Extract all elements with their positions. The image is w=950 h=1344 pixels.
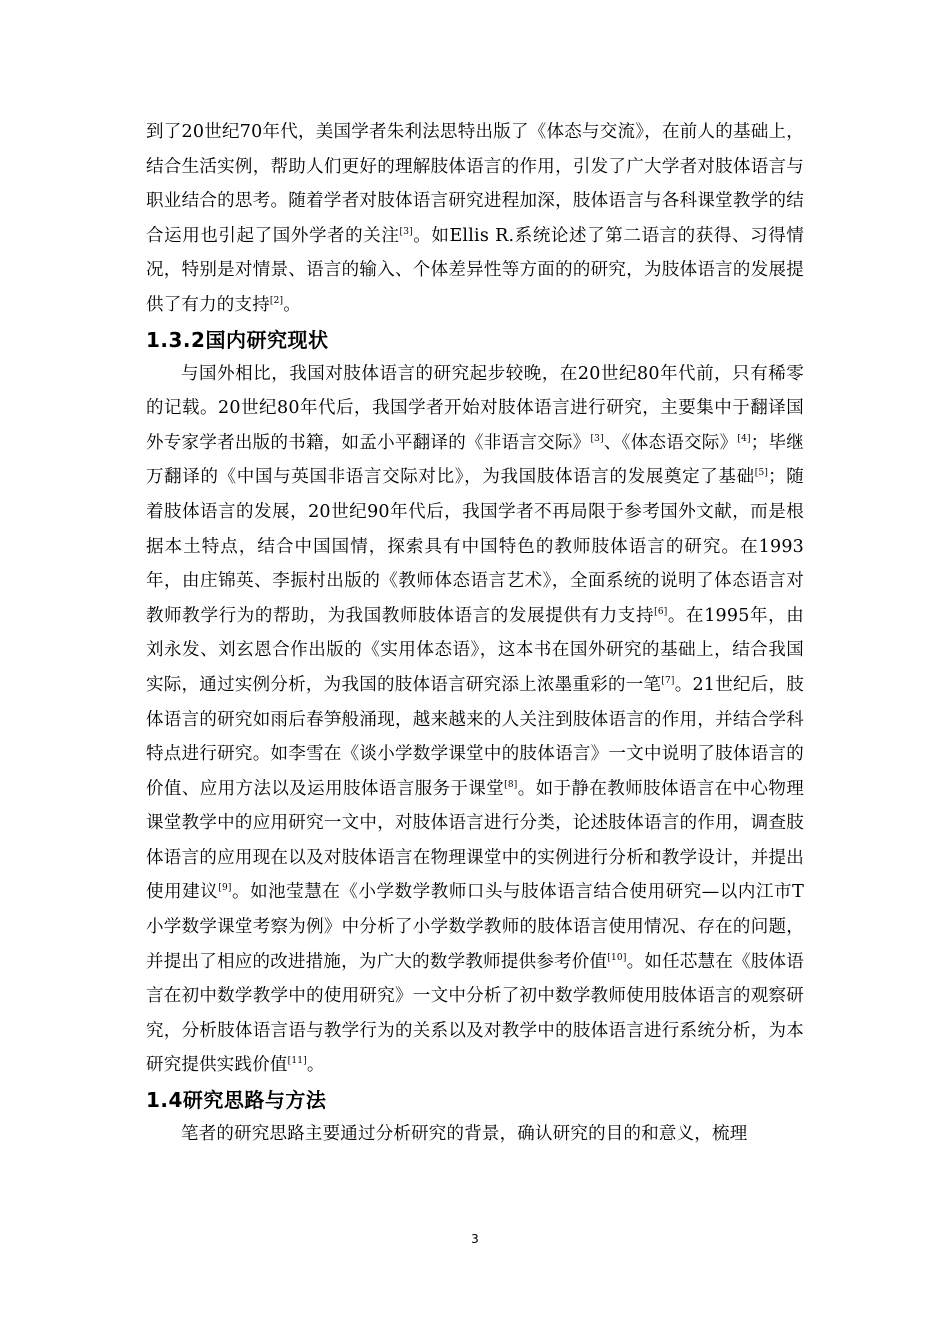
document-body <box>146 115 804 1152</box>
section-heading-domestic-research: 1.3.2国内研究现状 <box>146 327 329 352</box>
section-heading-research-methods: 1.4研究思路与方法 <box>146 1088 327 1113</box>
text-run: 。如池莹慧在《小学数学教师口头与肢体语言结合使用研究—以内江市T小学数学课堂考察为例》中分析了小学数学教师的肢体语言使用情况、存在的问题，并提出了相应的改进措施，为广大的数学教师提供参考价值 <box>146 882 804 972</box>
text-run: 到了20世纪70年代，美国学者朱利法思特出版了《体态与交流》，在前人的基础上，结合生活实例，帮助人们更好的理解肢体语言的作用，引发了广大学者对肢体语言与职业结合的思考。随着学者对肢体语言研究进程加深，肢体语言与各科课堂教学的结合运用也引起了国外学者的关注 <box>146 122 804 246</box>
text-run: 与国外相比，我国对肢体语言的研究起步较晚，在20世纪80年代前，只有稀零的记载。20世纪80年代后，我国学者开始对肢体语言进行研究，主要集中于翻译国外专家学者出版的书籍，如孟小平翻译的《非语言交际》 <box>146 363 804 453</box>
citation-marker: [7] <box>661 676 675 687</box>
citation-marker: [8] <box>504 779 518 790</box>
text-run: 。如任芯慧在《肢体语言在初中数学教学中的使用研究》一文中分析了初中数学教师使用肢体语言的观察研究，分析肢体语言语与教学行为的关系以及对教学中的肢体语言进行系统分析，为本研究提供实践价值 <box>146 951 804 1076</box>
text-run: 。如于静在教师肢体语言在中心物理课堂教学中的应用研究一文中，对肢体语言进行分类，论述肢体语言的作用，调查肢体语言的应用现在以及对肢体语言在物理课堂中的实例进行分析和教学设计，并提出使用建议 <box>146 778 805 903</box>
text-run: 笔者的研究思路主要通过分析研究的背景，确认研究的目的和意义，梳理 <box>181 1124 748 1145</box>
citation-marker: [11] <box>287 1056 307 1067</box>
citation-marker: [3] <box>590 433 604 444</box>
text-run: ；毕继万翻译的《中国与英国非语言交际对比》，为我国肢体语言的发展奠定了基础 <box>146 432 804 488</box>
paragraph-foreign-research <box>146 115 804 323</box>
paragraph-domestic-research <box>146 357 804 1083</box>
citation-marker: [3] <box>399 226 413 237</box>
paragraph-research-approach <box>146 1117 804 1152</box>
text-run: ；随着肢体语言的发展，20世纪90年代后，我国学者不再局限于参考国外文献，而是根据本土特点，结合中国国情，探索具有中国特色的教师肢体语言的研究。在1993年，由庄锦英、李振村出版的《教师体态语言艺术》，全面系统的说明了体态语言对教师教学行为的帮助，为我国教师肢体语言的发展提供有力支持 <box>146 467 804 626</box>
text-run: 、《体态语交际》 <box>603 432 738 453</box>
citation-marker: [5] <box>754 468 769 479</box>
page-number: 3 <box>471 1232 479 1246</box>
citation-marker: [4] <box>737 433 751 444</box>
citation-marker: [6] <box>654 606 668 617</box>
text-run: 。在1995年，由刘永发、刘玄恩合作出版的《实用体态语》，这本书在国外研究的基础上，结合我国实际，通过实例分析，为我国的肢体语言研究添上浓墨重彩的一笔 <box>146 605 804 695</box>
citation-marker: [10] <box>607 952 627 963</box>
text-run: 。 <box>283 294 301 315</box>
citation-marker: [9] <box>218 883 232 894</box>
text-run: 。21世纪后，肢体语言的研究如雨后春笋般涌现，越来越来的人关注到肢体语言的作用，并结合学科特点进行研究。如李雪在《谈小学数学课堂中的肢体语言》一文中说明了肢体语言的价值、应用方法以及运用肢体语言服务于课堂 <box>146 674 804 799</box>
text-run: 。 <box>306 1055 325 1076</box>
text-run: 。如Ellis R.系统论述了第二语言的获得、习得情况，特别是对情景、语言的输入、个体差异性等方面的的研究，为肢体语言的发展提供了有力的支持 <box>146 225 804 315</box>
citation-marker: [2] <box>269 296 284 307</box>
